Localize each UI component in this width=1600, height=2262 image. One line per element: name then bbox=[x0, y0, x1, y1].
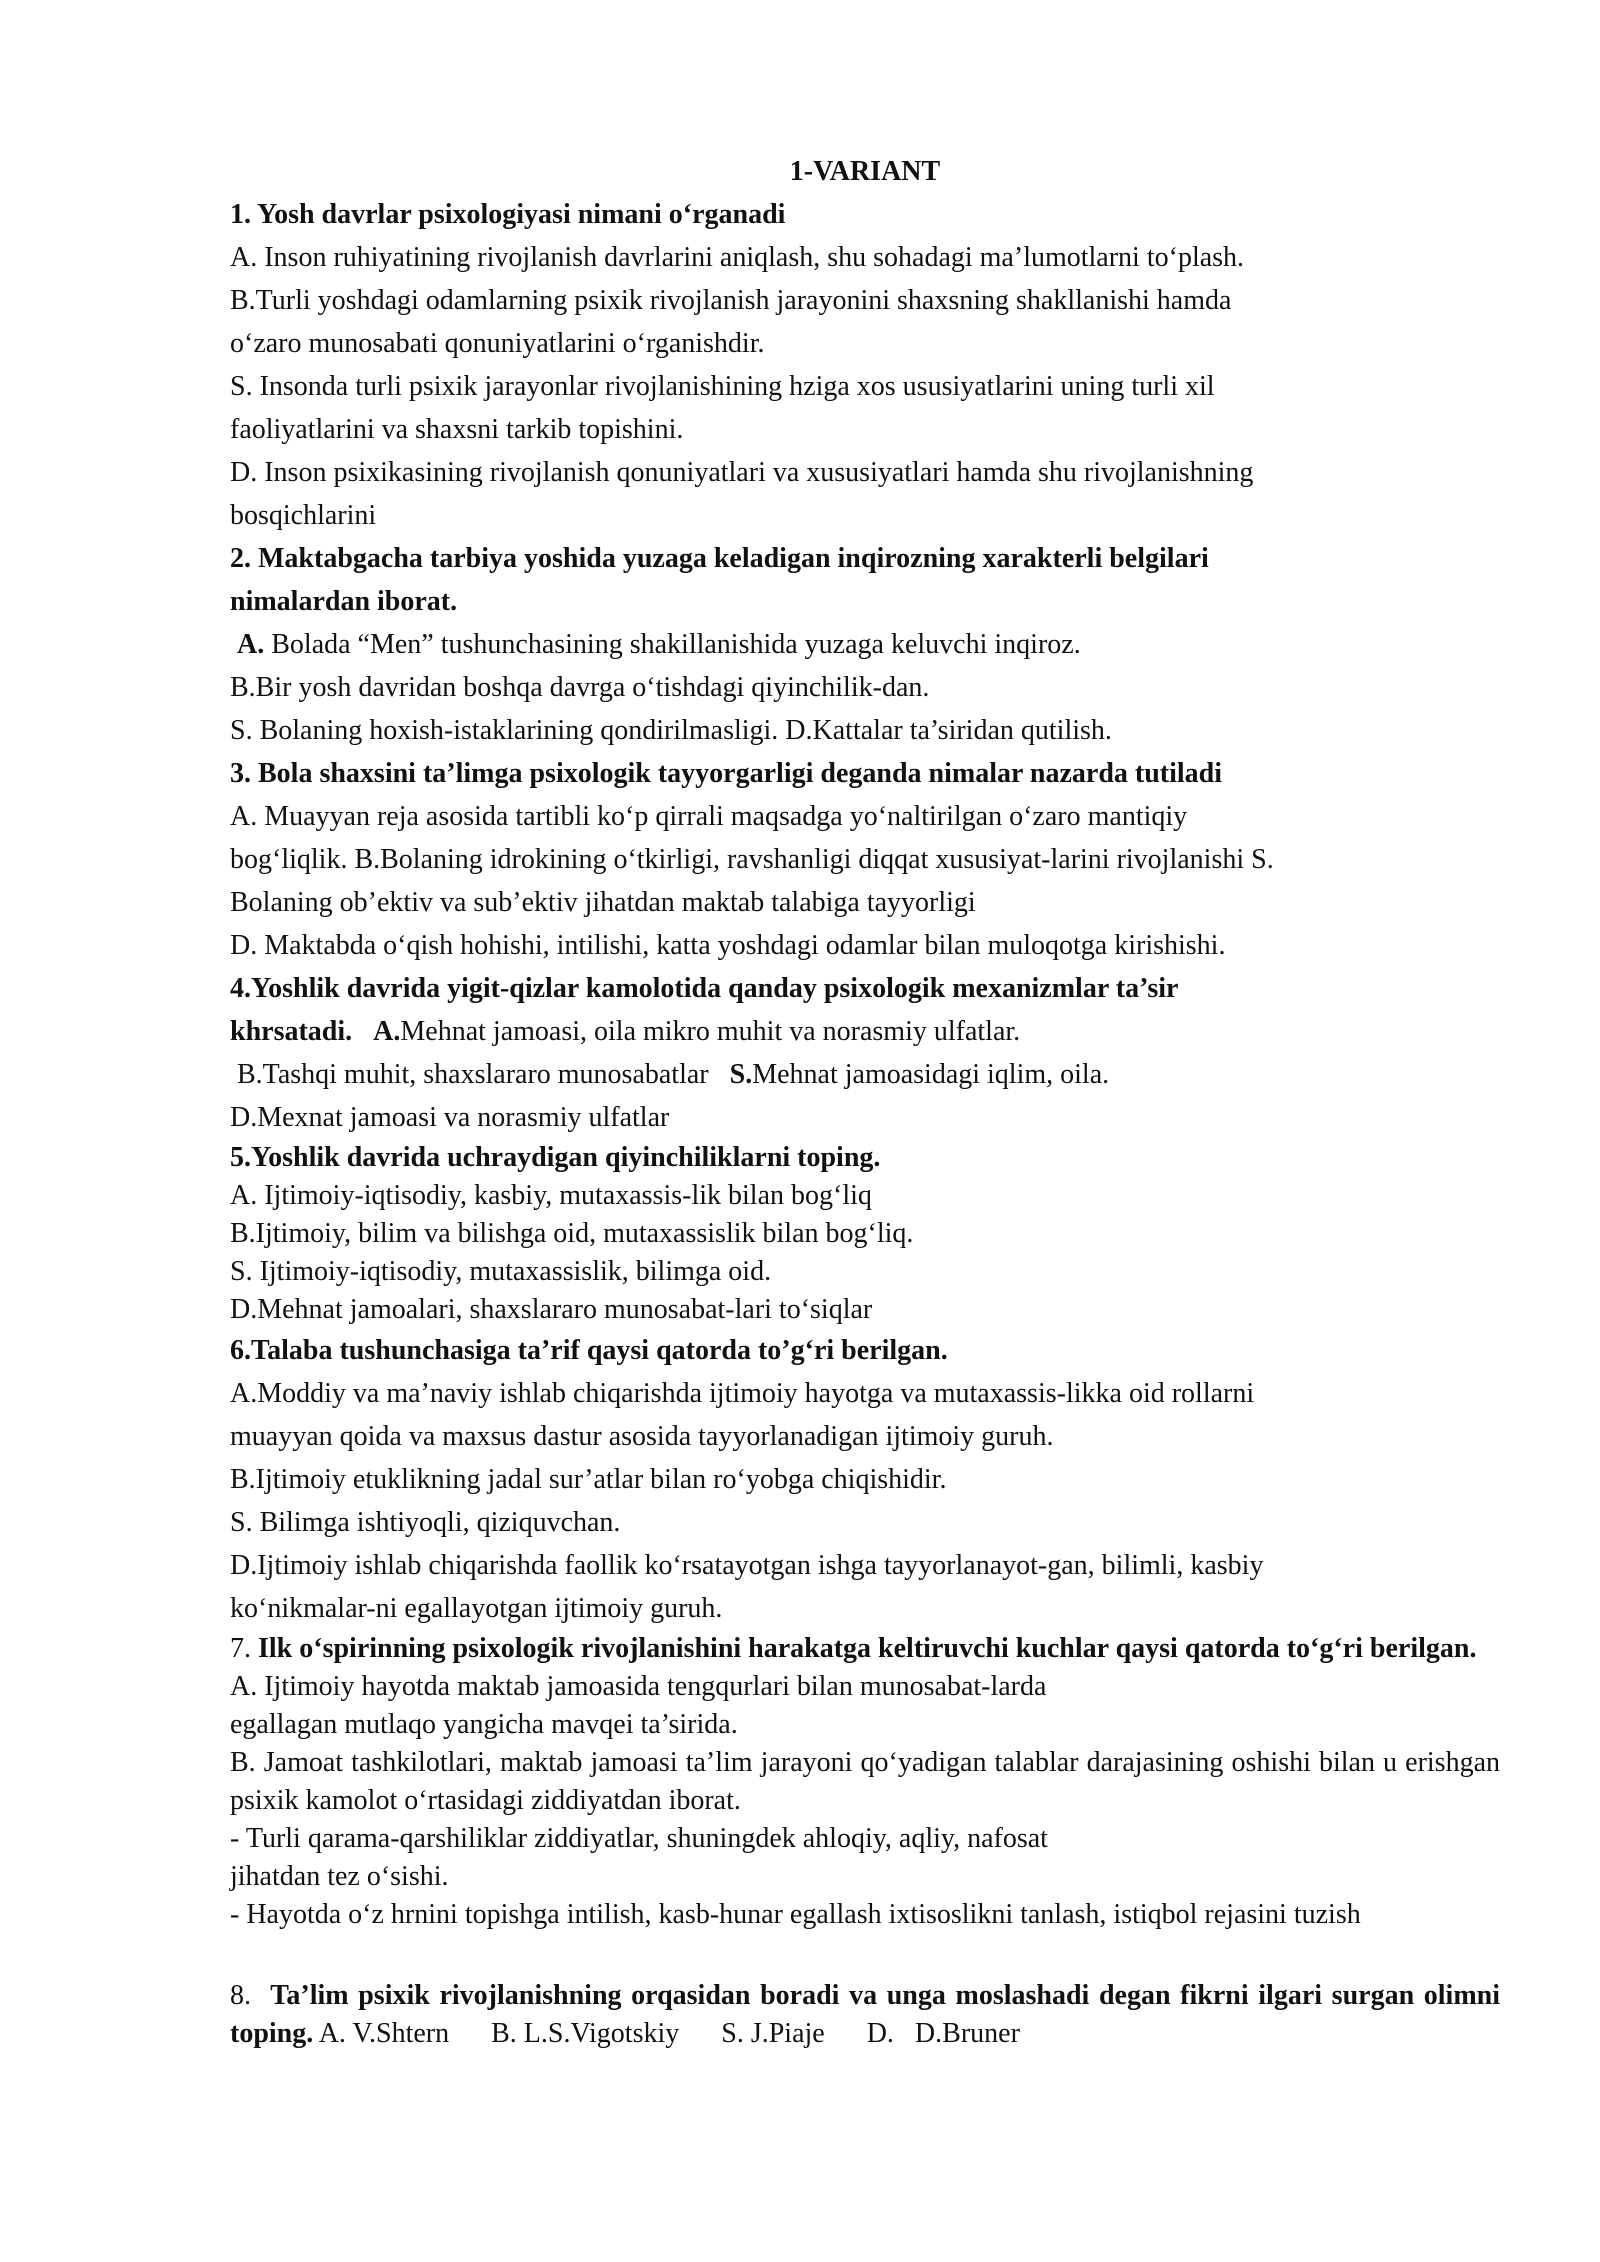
q4-line3 bbox=[230, 1053, 1500, 1096]
q4-option-s-label: S. bbox=[729, 1059, 753, 1090]
q7-option-b: B. Jamoat tashkilotlari, maktab jamoasi ta’lim jarayoni qo‘yadigan talablar darajasining oshishi bilan u erishgan psixik kamolot o‘rtasidagi ziddiyatdan iborat. bbox=[230, 1747, 1500, 1816]
question-4 bbox=[230, 967, 1500, 1139]
q7-option-a-line2: egallagan mutlaqo yangicha mavqei ta’sirida. bbox=[230, 1709, 738, 1740]
q1-option-b-line2: o‘zaro munosabati qonuniyatlarini o‘rganishdir. bbox=[230, 328, 765, 359]
q1-option-s-line1: S. Insonda turli psixik jarayonlar rivojlanishining hziga xos ususiyatlarini uning turli xil bbox=[230, 371, 1215, 402]
question-7-number: 7. bbox=[230, 1633, 258, 1664]
q5-option-a: A. Ijtimoiy-iqtisodiy, kasbiy, mutaxassis-lik bilan bog‘liq bbox=[230, 1180, 872, 1211]
q7-option-c-line1: - Turli qarama-qarshiliklar ziddiyatlar, shuningdek ahloqiy, aqliy, nafosat bbox=[230, 1823, 1048, 1854]
q6-option-a-line1: A.Moddiy va ma’naviy ishlab chiqarishda ijtimoiy hayotga va mutaxassis-likka oid rollarni bbox=[230, 1378, 1255, 1409]
q7-option-a-line1: A. Ijtimoiy hayotda maktab jamoasida tengqurlari bilan munosabat-larda bbox=[230, 1671, 1047, 1702]
q2-option-s-d: S. Bolaning hoxish-istaklarining qondirilmasligi. D.Kattalar ta’siridan qutilish. bbox=[230, 715, 1112, 746]
page-title: 1-VARIANT bbox=[789, 156, 941, 187]
q6-option-d-line1: D.Ijtimoiy ishlab chiqarishda faollik ko‘rsatayotgan ishga tayyorlanayot-gan, bilimli, kasbiy bbox=[230, 1550, 1264, 1581]
q4-line2 bbox=[230, 1010, 1500, 1053]
question-3-text: 3. Bola shaxsini ta’limga psixologik tayyorgarligi deganda nimalar nazarda tutiladi bbox=[230, 758, 1223, 789]
q1-option-d-line2: bosqichlarini bbox=[230, 500, 377, 531]
q3-options-line1: A. Muayyan reja asosida tartibli ko‘p qirrali maqsadga yo‘naltirilgan o‘zaro mantiqiy bbox=[230, 801, 1188, 832]
q8-answer-options: A. V.Shtern B. L.S.Vigotskiy S. J.Piaje D. D.Bruner bbox=[313, 2018, 1020, 2049]
q3-options-line3: Bolaning ob’ektiv va sub’ektiv jihatdan maktab talabiga tayyorligi bbox=[230, 887, 976, 918]
question-6-text: 6.Talaba tushunchasiga ta’rif qaysi qatorda to’g‘ri berilgan. bbox=[230, 1335, 948, 1366]
q1-option-a: A. Inson ruhiyatining rivojlanish davrlarini aniqlash, shu sohadagi ma’lumotlarni to‘plash. bbox=[230, 242, 1245, 273]
q4-option-d: D.Mexnat jamoasi va norasmiy ulfatlar bbox=[230, 1102, 670, 1133]
question-7-text: Ilk o‘spirinning psixologik rivojlanishini harakatga keltiruvchi kuchlar qaysi qatorda to‘g‘ri berilgan. bbox=[258, 1633, 1477, 1664]
q2-option-a-label: A. bbox=[237, 629, 265, 660]
q4-option-s-text: Mehnat jamoasidagi iqlim, oila. bbox=[752, 1059, 1110, 1090]
q4-option-a-text: Mehnat jamoasi, oila mikro muhit va norasmiy ulfatlar. bbox=[400, 1016, 1021, 1047]
q6-option-s: S. Bilimga ishtiyoqli, qiziquvchan. bbox=[230, 1507, 621, 1538]
question-2 bbox=[230, 537, 1500, 752]
q4-option-a-label: A. bbox=[373, 1016, 401, 1047]
q1-option-d-line1: D. Inson psixikasining rivojlanish qonuniyatlari va xususiyatlari hamda shu rivojlanishning bbox=[230, 457, 1254, 488]
q4-option-b: B.Tashqi muhit, shaxslararo munosabatlar bbox=[230, 1059, 730, 1090]
q2-option-a bbox=[230, 623, 1500, 666]
question-2-text-line1: 2. Maktabgacha tarbiya yoshida yuzaga keladigan inqirozning xarakterli belgilari bbox=[230, 543, 1209, 574]
q6-option-d-line2: ko‘nikmalar-ni egallayotgan ijtimoiy guruh. bbox=[230, 1593, 723, 1624]
question-8 bbox=[230, 1977, 1500, 2053]
question-1-text: 1. Yosh davrlar psixologiyasi nimani o‘rganadi bbox=[230, 199, 786, 230]
question-2-text-line2: nimalardan iborat. bbox=[230, 586, 458, 617]
question-3 bbox=[230, 752, 1500, 967]
question-1 bbox=[230, 193, 1500, 537]
q3-options-line4: D. Maktabda o‘qish hohishi, intilishi, katta yoshdagi odamlar bilan muloqotga kirishishi. bbox=[230, 930, 1226, 961]
q6-option-b: B.Ijtimoiy etuklikning jadal sur’atlar bilan ro‘yobga chiqishidir. bbox=[230, 1464, 947, 1495]
question-8-text: Ta’lim psixik rivojlanishning orqasidan boradi va unga moslashadi degan fikrni ilgari surgan olimni toping. bbox=[230, 1980, 1501, 2049]
question-8-number: 8. bbox=[230, 1980, 271, 2011]
question-5 bbox=[230, 1139, 1500, 1329]
question-6 bbox=[230, 1329, 1500, 1630]
q7-option-c-line2: jihatdan tez o‘sishi. bbox=[230, 1861, 449, 1892]
q5-option-s: S. Ijtimoiy-iqtisodiy, mutaxassislik, bilimga oid. bbox=[230, 1256, 772, 1287]
q2-option-a-text: Bolada “Men” tushunchasining shakillanishida yuzaga keluvchi inqiroz. bbox=[264, 629, 1081, 660]
q5-option-d: D.Mehnat jamoalari, shaxslararo munosabat-lari to‘siqlar bbox=[230, 1294, 873, 1325]
question-4-text-line1: 4.Yoshlik davrida yigit-qizlar kamolotida qanday psixologik mexanizmlar ta’sir bbox=[230, 973, 1179, 1004]
question-7-text-block bbox=[230, 1630, 1500, 1668]
q7-option-d: - Hayotda o‘z hrnini topishga intilish, kasb-hunar egallash ixtisoslikni tanlash, istiqbol rejasini tuzish bbox=[230, 1899, 1361, 1930]
q1-option-s-line2: faoliyatlarini va shaxsni tarkib topishini. bbox=[230, 414, 684, 445]
q2-option-b: B.Bir yosh davridan boshqa davrga o‘tishdagi qiyinchilik-dan. bbox=[230, 672, 930, 703]
q6-option-a-line2: muayyan qoida va maxsus dastur asosida tayyorlanadigan ijtimoiy guruh. bbox=[230, 1421, 1054, 1452]
question-4-text-line2: khrsatadi. bbox=[230, 1016, 353, 1047]
document-page bbox=[230, 150, 1500, 2053]
question-7 bbox=[230, 1630, 1500, 1934]
spacer bbox=[230, 1934, 1500, 1977]
q5-option-b: B.Ijtimoiy, bilim va bilishga oid, mutaxassislik bilan bog‘liq. bbox=[230, 1218, 914, 1249]
q3-options-line2: bog‘liqlik. B.Bolaning idrokining o‘tkirligi, ravshanligi diqqat xususiyat-larini rivojlanishi S. bbox=[230, 844, 1274, 875]
question-5-text: 5.Yoshlik davrida uchraydigan qiyinchiliklarni toping. bbox=[230, 1142, 881, 1173]
q1-option-b-line1: B.Turli yoshdagi odamlarning psixik rivojlanish jarayonini shaxsning shakllanishi hamda bbox=[230, 285, 1232, 316]
